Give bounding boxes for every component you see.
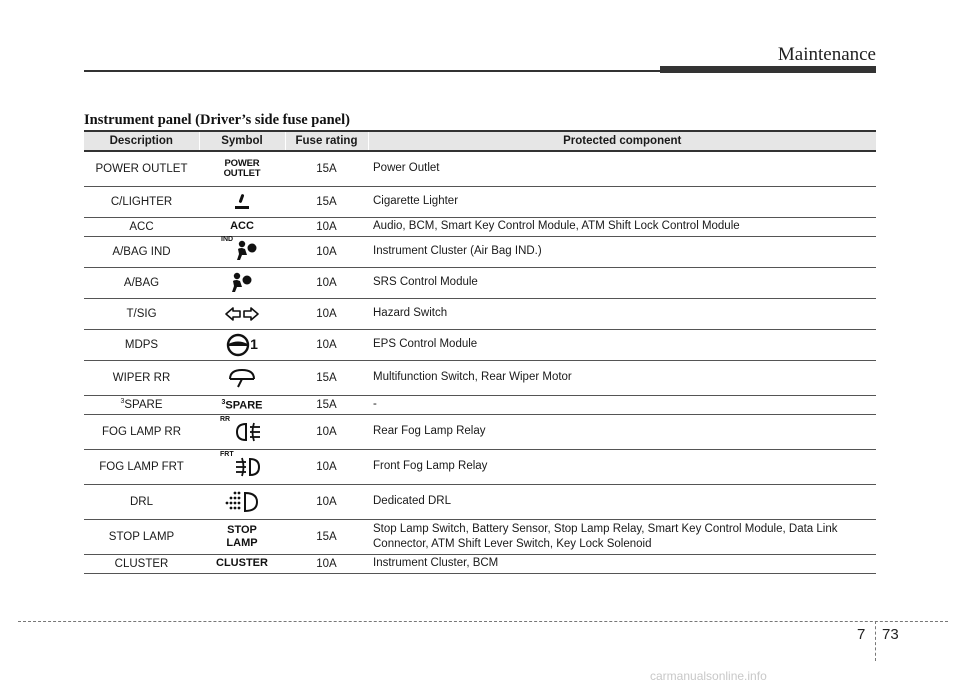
table-row xyxy=(84,484,876,519)
column-header-protected-component: Protected component xyxy=(368,131,876,151)
protected-component-cell: Cigarette Lighter xyxy=(368,186,876,217)
stop-lamp-symbol: STOP LAMP xyxy=(226,523,258,549)
section-title: Maintenance xyxy=(777,44,876,65)
fuse-rating-cell: 10A xyxy=(285,329,368,360)
footnote-marker: 3 xyxy=(221,399,226,407)
column-header-description: Description xyxy=(84,131,199,151)
protected-component-cell: - xyxy=(368,395,876,414)
description-cell: FOG LAMP FRT xyxy=(84,449,199,484)
acc-symbol: ACC xyxy=(230,220,254,232)
protected-component-cell: Instrument Cluster (Air Bag IND.) xyxy=(368,236,876,267)
rr-label: RR xyxy=(220,416,231,423)
turn-signal-icon xyxy=(225,307,259,321)
symbol-cell xyxy=(199,395,285,414)
table-row xyxy=(84,329,876,360)
fuse-rating-cell: 10A xyxy=(285,217,368,236)
symbol-cell xyxy=(199,554,285,573)
fuse-rating-cell: 10A xyxy=(285,554,368,573)
symbol-cell xyxy=(199,414,285,449)
table-row xyxy=(84,151,876,186)
symbol-cell xyxy=(199,186,285,217)
symbol-cell xyxy=(199,519,285,554)
rear-fog-symbol xyxy=(220,416,264,444)
description-cell: FOG LAMP RR xyxy=(84,414,199,449)
fuse-rating-cell: 15A xyxy=(285,151,368,186)
frt-label: FRT xyxy=(220,451,234,458)
symbol-cell xyxy=(199,151,285,186)
mdps-symbol xyxy=(226,333,258,357)
chapter-number: 7 xyxy=(857,626,866,643)
table-row xyxy=(84,298,876,329)
front-fog-symbol xyxy=(220,451,264,479)
front-fog-lamp-icon xyxy=(234,456,262,478)
table-header-row xyxy=(84,131,876,151)
description-cell: STOP LAMP xyxy=(84,519,199,554)
column-header-symbol: Symbol xyxy=(199,131,285,151)
description-cell: DRL xyxy=(84,484,199,519)
steering-wheel-icon xyxy=(226,333,250,357)
protected-component-cell: SRS Control Module xyxy=(368,267,876,298)
description-cell: WIPER RR xyxy=(84,360,199,395)
table-row xyxy=(84,449,876,484)
drl-icon xyxy=(225,490,259,514)
fuse-rating-cell: 10A xyxy=(285,414,368,449)
table-row xyxy=(84,360,876,395)
table-row xyxy=(84,186,876,217)
fuse-rating-cell: 15A xyxy=(285,519,368,554)
protected-component-cell: Dedicated DRL xyxy=(368,484,876,519)
symbol-cell xyxy=(199,360,285,395)
symbol-cell xyxy=(199,217,285,236)
description-cell xyxy=(84,395,199,414)
description-cell: CLUSTER xyxy=(84,554,199,573)
table-row xyxy=(84,267,876,298)
fuse-rating-cell: 10A xyxy=(285,484,368,519)
protected-component-cell: Front Fog Lamp Relay xyxy=(368,449,876,484)
protected-component-cell: Stop Lamp Switch, Battery Sensor, Stop Lamp Relay, Smart Key Control Module, Data Link Connector, ATM Shift Lever Switch, Key Lock Solenoid xyxy=(368,519,876,554)
table-row xyxy=(84,554,876,573)
symbol-cell xyxy=(199,484,285,519)
table-row xyxy=(84,217,876,236)
description-cell: ACC xyxy=(84,217,199,236)
protected-component-cell: Hazard Switch xyxy=(368,298,876,329)
header-rule xyxy=(84,70,660,72)
description-cell: A/BAG xyxy=(84,267,199,298)
fuse-rating-cell: 10A xyxy=(285,449,368,484)
spare-symbol xyxy=(222,396,263,413)
table-row xyxy=(84,395,876,414)
symbol-cell xyxy=(199,236,285,267)
mdps-number: 1 xyxy=(250,336,258,352)
cluster-symbol: CLUSTER xyxy=(216,557,268,569)
airbag-icon xyxy=(235,240,259,262)
table-row xyxy=(84,414,876,449)
description-cell: A/BAG IND xyxy=(84,236,199,267)
description-cell: POWER OUTLET xyxy=(84,151,199,186)
rear-fog-lamp-icon xyxy=(234,421,262,443)
fuse-rating-cell: 10A xyxy=(285,236,368,267)
airbag-ind-symbol xyxy=(221,238,263,262)
symbol-cell xyxy=(199,267,285,298)
header-rule-accent xyxy=(660,66,876,73)
description-cell: MDPS xyxy=(84,329,199,360)
footer-rule xyxy=(18,621,948,622)
protected-component-cell: Instrument Cluster, BCM xyxy=(368,554,876,573)
spare-symbol-text: SPARE xyxy=(225,399,263,412)
panel-title: Instrument panel (Driver’s side fuse panel) xyxy=(84,112,350,128)
symbol-cell xyxy=(199,298,285,329)
ind-label: IND xyxy=(221,236,234,243)
protected-component-cell: Multifunction Switch, Rear Wiper Motor xyxy=(368,360,876,395)
fuse-rating-cell: 10A xyxy=(285,298,368,329)
footnote-marker: 3 xyxy=(120,398,125,406)
protected-component-cell: Rear Fog Lamp Relay xyxy=(368,414,876,449)
symbol-cell xyxy=(199,449,285,484)
fuse-rating-cell: 15A xyxy=(285,395,368,414)
table-row xyxy=(84,519,876,554)
page-number: 73 xyxy=(882,626,899,643)
description-text: SPARE xyxy=(124,398,163,411)
cigarette-lighter-icon xyxy=(233,192,251,212)
fuse-rating-cell: 15A xyxy=(285,360,368,395)
description-cell: C/LIGHTER xyxy=(84,186,199,217)
fuse-rating-cell: 10A xyxy=(285,267,368,298)
column-header-fuse-rating: Fuse rating xyxy=(285,131,368,151)
protected-component-cell: EPS Control Module xyxy=(368,329,876,360)
protected-component-cell: Audio, BCM, Smart Key Control Module, ATM Shift Lock Control Module xyxy=(368,217,876,236)
fuse-rating-cell: 15A xyxy=(285,186,368,217)
symbol-cell xyxy=(199,329,285,360)
protected-component-cell: Power Outlet xyxy=(368,151,876,186)
power-outlet-symbol: POWER OUTLET xyxy=(223,157,261,179)
table-row xyxy=(84,236,876,267)
fuse-table xyxy=(84,130,876,574)
airbag-icon xyxy=(229,272,255,294)
rear-wiper-icon xyxy=(228,367,256,389)
watermark: carmanualsonline.info xyxy=(650,669,767,683)
description-cell: T/SIG xyxy=(84,298,199,329)
footer-divider xyxy=(875,621,876,661)
